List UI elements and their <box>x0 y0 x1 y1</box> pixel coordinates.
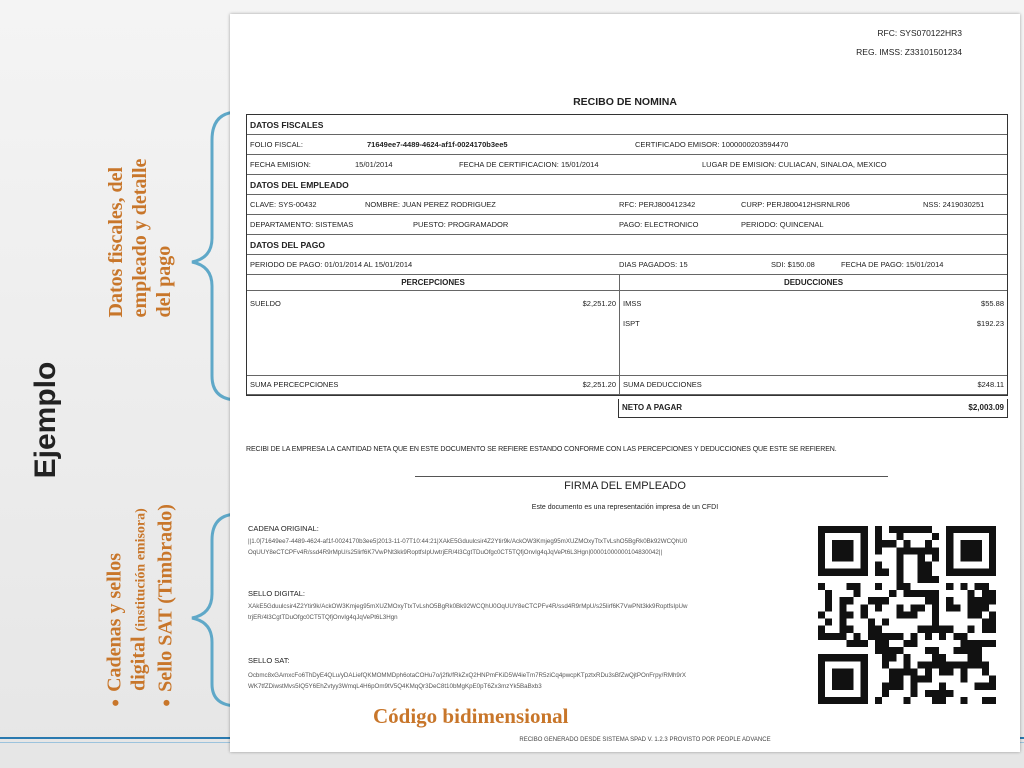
sello-digital-text: XAkE5Gduulcsir4Z2Ytir9k/AckOW3Kmjeg95mXUZMOxyTtxTvLshO5BgRk0Bk92WCQhU0OqUUY8eCTCPFv4R/ssd4R9rMpU/s25lirf6K7VwPNt3kk9RoptfsIpUwtrjER/4l3CgtTDuOfgc0CT5TQfjOnvIg4qJqVePt6L3Hgn <box>248 603 688 621</box>
sello-digital-label: SELLO DIGITAL: <box>248 589 305 598</box>
sello-sat-label: SELLO SAT: <box>248 656 290 665</box>
cadena-original-label: CADENA ORIGINAL: <box>248 524 319 533</box>
row-empleado-1: CLAVE: SYS-00432 NOMBRE: JUAN PEREZ RODRIGUEZ RFC: PERJ800412342 CURP: PERJ800412HSRNLR06 NSS: 2419030251 <box>247 195 1007 215</box>
percepciones-deducciones <box>247 275 1007 395</box>
neto-a-pagar: NETO A PAGAR $2,003.09 <box>618 399 1008 418</box>
payroll-receipt <box>230 14 1020 752</box>
annotation-datos: Datos fiscales, del empleado y detalle del pago <box>105 158 175 318</box>
representacion-cfdi: Este documento es una representación impresa de un CFDI <box>531 504 719 511</box>
section-datos-pago: DATOS DEL PAGO <box>247 235 1007 255</box>
reg-imss-header: REG. IMSS: Z33101501234 <box>856 47 962 57</box>
suma-deducciones-value: $248.11 <box>977 380 1004 389</box>
deducciones-column: DEDUCCIONES IMSS $55.88 ISPT $192.23 SUMA DEDUCCIONES $248.11 <box>620 275 1007 394</box>
section-datos-fiscales: DATOS FISCALES <box>247 115 1007 135</box>
section-datos-empleado: DATOS DEL EMPLEADO <box>247 175 1007 195</box>
cadena-original-text: ||1.0|71649ee7-4489-4624-af1f-0024170b3ee5|2013-11-07T10:44:21|XAkE5Gduulcsir4Z2Ytir9k/AckOW3Kmjeg95mXUZMOxyTtxTvLshO5BgRk0Bk92WCQhU0OqUUY8eCTCPFv4R/ssd4R9rMpU/s25lirf6K7VwPNt3kk9RoptfsIpUwtrjER/4l3CgtTDuOfgc0CT5TQfjOnvIg4qJqVePt6L3Hgn|00001000000104830042|| <box>248 538 688 556</box>
row-folio: FOLIO FISCAL: 71649ee7-4489-4624-af1f-0024170b3ee5 CERTIFICADO EMISOR: 1000000203594470 <box>247 135 1007 155</box>
slide-title: Ejemplo <box>29 361 62 479</box>
deduccion-importe: $192.23 <box>976 319 1004 328</box>
row-empleado-2: DEPARTAMENTO: SISTEMAS PUESTO: PROGRAMADOR PAGO: ELECTRONICO PERIODO: QUINCENAL <box>247 215 1007 235</box>
sello-sat-text: Ocbmc8xGAmxcFo6ThDyE4QLu/yDALiefQKMOMMDph6otaCOHu7o/j2fk/fRkZxQ2HNPmFKiD5W4ieTm7R5ziCq4pwcpKTpztxRDu3sBfZwQjtPOnFrpy/RMh9rXWK7tfZDiwstMvs5IQ5Y6EhZvtyy3WmqL4H6pOm9tV5Q4KMqQr3DeC8t10bMgKpE0pT6Zx3mzYk5BaBxb3 <box>248 672 687 690</box>
receipt-table <box>246 114 1008 396</box>
annotation-sellos: Cadenas y sellos digital (institución emisora) Sello SAT (Timbrado) <box>103 504 178 706</box>
suma-deducciones-label: SUMA DEDUCCIONES <box>623 380 702 389</box>
row-fecha-emision: FECHA EMISION: 15/01/2014 FECHA DE CERTIFICACION: 15/01/2014 LUGAR DE EMISION: CULIACAN, SINALOA, MEXICO <box>247 155 1007 175</box>
rfc-header: RFC: SYS070122HR3 <box>877 28 962 38</box>
signature-line <box>415 476 888 477</box>
suma-percepciones-label: SUMA PERCECPCIONES <box>250 380 339 389</box>
row-pago: PERIODO DE PAGO: 01/01/2014 AL 15/01/2014 DIAS PAGADOS: 15 SDI: $150.08 FECHA DE PAGO: 15/01/2014 <box>247 255 1007 275</box>
deduccion-importe: $55.88 <box>981 299 1004 308</box>
deduccion-concepto: ISPT <box>623 319 640 328</box>
deduccion-concepto: IMSS <box>623 299 642 308</box>
percepcion-importe: $2,251.20 <box>582 299 616 308</box>
qr-label: Código bidimensional <box>373 704 569 728</box>
firma-empleado: FIRMA DEL EMPLEADO <box>564 480 686 492</box>
percepciones-column: PERCEPCIONES SUELDO $2,251.20 SUMA PERCECPCIONES $2,251.20 <box>247 275 620 394</box>
percepcion-concepto: SUELDO <box>250 299 281 308</box>
receipt-footer: RECIBO GENERADO DESDE SISTEMA SPAD V. 1.2.3 PROVISTO POR PEOPLE ADVANCE <box>519 737 771 743</box>
receipt-title: RECIBO DE NOMINA <box>573 96 677 108</box>
recibi-statement: RECIBI DE LA EMPRESA LA CANTIDAD NETA QUE EN ESTE DOCUMENTO SE REFIERE ESTANDO CONFORME CON LAS PERCEPCIONES Y DEDUCCIONES QUE ESTE SE REFIEREN. <box>246 446 837 453</box>
suma-percepciones-value: $2,251.20 <box>582 380 616 389</box>
qr-code <box>818 520 996 710</box>
